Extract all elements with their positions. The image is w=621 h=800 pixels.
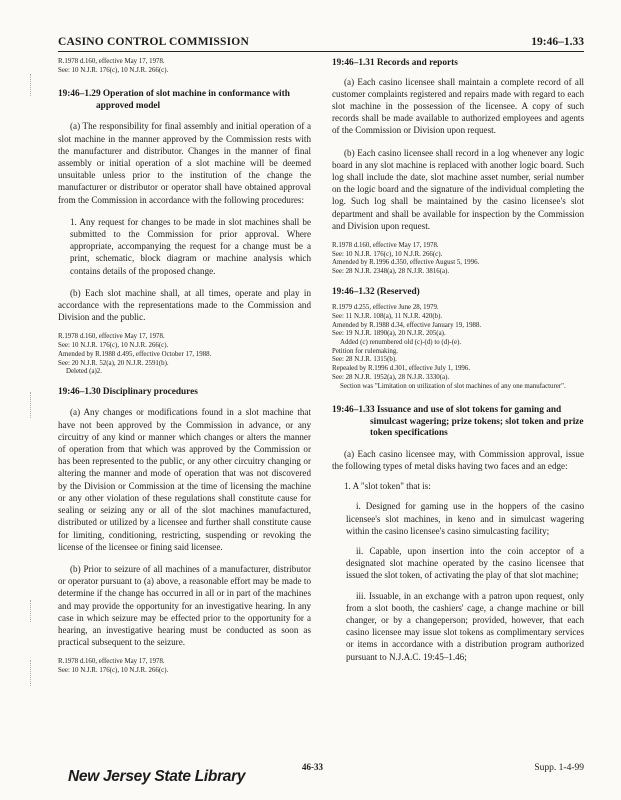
source-note: See: 28 N.J.R. 1315(b). xyxy=(332,356,397,364)
source-note: See: 28 N.J.R. 2348(a), 28 N.J.R. 3816(a). xyxy=(332,268,450,276)
section-heading-1-33: 19:46–1.33 Issuance and use of slot tokens for gaming and simulcast wagering; prize tokens; slot token and prize token specifications xyxy=(332,405,584,439)
paragraph: ii. Capable, upon insertion into the coin acceptor of a designated slot machine operated by the casino licensee that issued the slot token, of activating the play of that slot machine; xyxy=(346,546,584,581)
page-number: 46-33 xyxy=(302,762,323,772)
paragraph: (b) Each slot machine shall, at all times, operate and play in accordance with the representations made to the Commission and Division and the public. xyxy=(58,287,311,323)
source-note: R.1978 d.160, effective May 17, 1978. xyxy=(58,58,165,65)
paragraph: (a) Any changes or modifications found in a slot machine that have not been approved by the Commission in advance, or any circuitry of any kind or manner which changes or alters the manner of operation from that which was approved by the Commission or has been represented to the public, or any other circuitry changing or altering the manner and mode of operation that was not discovered by the Division or Commission at the time of licensing the machine or any other violation of these regulations shall constitute cause for sealing or seizing any or all of the slot machines manufactured, distributed or utilized by a licensee and further shall constitute cause for limiting, conditioning, restricting, suspending or revoking the license of the licensee or fining said licensee. xyxy=(58,407,311,552)
margin-mark xyxy=(30,660,31,686)
paragraph: iii. Issuable, in an exchange with a patron upon request, only from a slot booth, the cashiers' cage, a change machine or bill changer, or by a changeperson; provided, however, that each casino licensee may issue slot tokens as complimentary services or items in accordance with a distribution program authorized pursuant to N.J.A.C. 19:45–1.46; xyxy=(346,590,584,662)
page-footer xyxy=(58,760,584,790)
source-note: R.1978 d.160, effective May 17, 1978. xyxy=(58,333,165,341)
section-heading-1-29: 19:46–1.29 Operation of slot machine in conformance with approved model xyxy=(58,89,290,111)
source-note: Section was "Limitation on utilization of slot machines of any one manufacturer". xyxy=(340,382,566,390)
running-header xyxy=(58,36,584,52)
header-section: 19:46–1.33 xyxy=(531,36,584,48)
source-note: See: 10 N.J.R. 176(c), 10 N.J.R. 266(c). xyxy=(58,66,169,74)
section-heading-1-32: 19:46–1.32 (Reserved) xyxy=(332,286,420,297)
section-heading-1-31: 19:46–1.31 Records and reports xyxy=(332,58,458,68)
margin-mark xyxy=(30,600,31,622)
paragraph: i. Designed for gaming use in the hoppers of the casino licensee's slot machines, in keno and in simulcast wagering within the casino licensee's casino simulcasting facility; xyxy=(346,501,584,536)
source-note: See: 19 N.J.R. 1890(a), 20 N.J.R. 205(a). xyxy=(332,330,446,338)
source-note: See: 28 N.J.R. 1952(a), 28 N.J.R. 3330(a). xyxy=(332,373,450,381)
supplement-date: Supp. 1-4-99 xyxy=(534,763,584,773)
paragraph: (a) The responsibility for final assembly and initial operation of a slot machine in the manner approved by the Commission rests with the manufacturer and distributor. Changes in the manner of final assembly or initial operation of a slot machine will be deemed unsuitable unless prior to the institution of the change the manufacturer or distributor or operator shall have obtained approval from the Commission in accordance with the following procedures: xyxy=(58,121,311,205)
source-note: R.1978 d.160, effective May 17, 1978. xyxy=(58,658,165,666)
source-note: Deleted (a)2. xyxy=(66,368,102,376)
source-note: Added (c) renumbered old (c)-(d) to (d)-(e). xyxy=(340,339,462,347)
source-note: See: 10 N.J.R. 176(c), 10 N.J.R. 266(c). xyxy=(58,667,169,675)
section-heading-1-30: 19:46–1.30 Disciplinary procedures xyxy=(58,386,198,397)
header-rule xyxy=(58,51,584,52)
library-stamp: New Jersey State Library xyxy=(68,768,246,785)
source-note: Amended by R.1996 d.350, effective August 5, 1996. xyxy=(332,259,480,267)
right-column xyxy=(332,58,584,663)
source-note: See: 20 N.J.R. 52(a), 20 N.J.R. 2591(b). xyxy=(58,359,169,367)
source-note: R.1979 d.255, effective June 28, 1979. xyxy=(332,304,439,312)
source-note: Amended by R.1988 d.34, effective January 19, 1988. xyxy=(332,321,482,329)
paragraph: (a) Each casino licensee shall maintain a complete record of all customer complaints registered and repairs made with regard to each slot machine in the possession of the licensee. A copy of such records shall be made available to authorized employees and agents of the Commission or Division upon request. xyxy=(332,76,584,136)
source-note: R.1978 d.160, effective May 17, 1978. xyxy=(332,241,439,249)
source-note: Amended by R.1988 d.495, effective October 17, 1988. xyxy=(58,350,212,358)
source-note: See: 11 N.J.R. 108(a), 11 N.J.R. 420(b). xyxy=(332,312,443,320)
header-title: CASINO CONTROL COMMISSION xyxy=(58,36,249,48)
left-column xyxy=(58,58,311,676)
paragraph: 1. Any request for changes to be made in slot machines shall be submitted to the Commission for prior approval. Where appropriate, accompanying the request for a change must be a print, schematic, block diagram or machine analysis which contains details of the proposed change. xyxy=(70,216,311,276)
paragraph: 1. A "slot token" that is: xyxy=(344,481,431,492)
paragraph: (b) Prior to seizure of all machines of a manufacturer, distributor or operator pursuant to (a) above, a reasonable effort may be made to determine if the change has occurred in all or in part of the machines and may provide the opportunity for an investigative hearing. In any case in which seizure may be effected prior to the opportunity for a hearing, an investigative hearing must be conducted as soon as practical subsequent to the seizure. xyxy=(58,563,311,648)
source-note: See: 10 N.J.R. 176(c), 10 N.J.R. 266(c). xyxy=(58,342,169,350)
margin-mark xyxy=(30,392,31,418)
source-note: Repealed by R.1996 d.301, effective July 1, 1996. xyxy=(332,365,471,373)
paragraph: (b) Each casino licensee shall record in a log whenever any logic board in any slot machine is replaced with another logic board. Such log shall include the date, slot machine asset number, serial number on the logic board and the signature of the individual completing the log. Such log shall be maintained by the casino licensee's slot department and shall be available for inspection by the Commission and Division upon request. xyxy=(332,147,584,231)
source-note: Petition for rulemaking. xyxy=(332,347,399,355)
margin-mark xyxy=(30,74,31,96)
source-note: See: 10 N.J.R. 176(c), 10 N.J.R. 266(c). xyxy=(332,250,443,258)
paragraph: (a) Each casino licensee may, with Commission approval, issue the following types of metal disks having two faces and an edge: xyxy=(332,448,584,471)
